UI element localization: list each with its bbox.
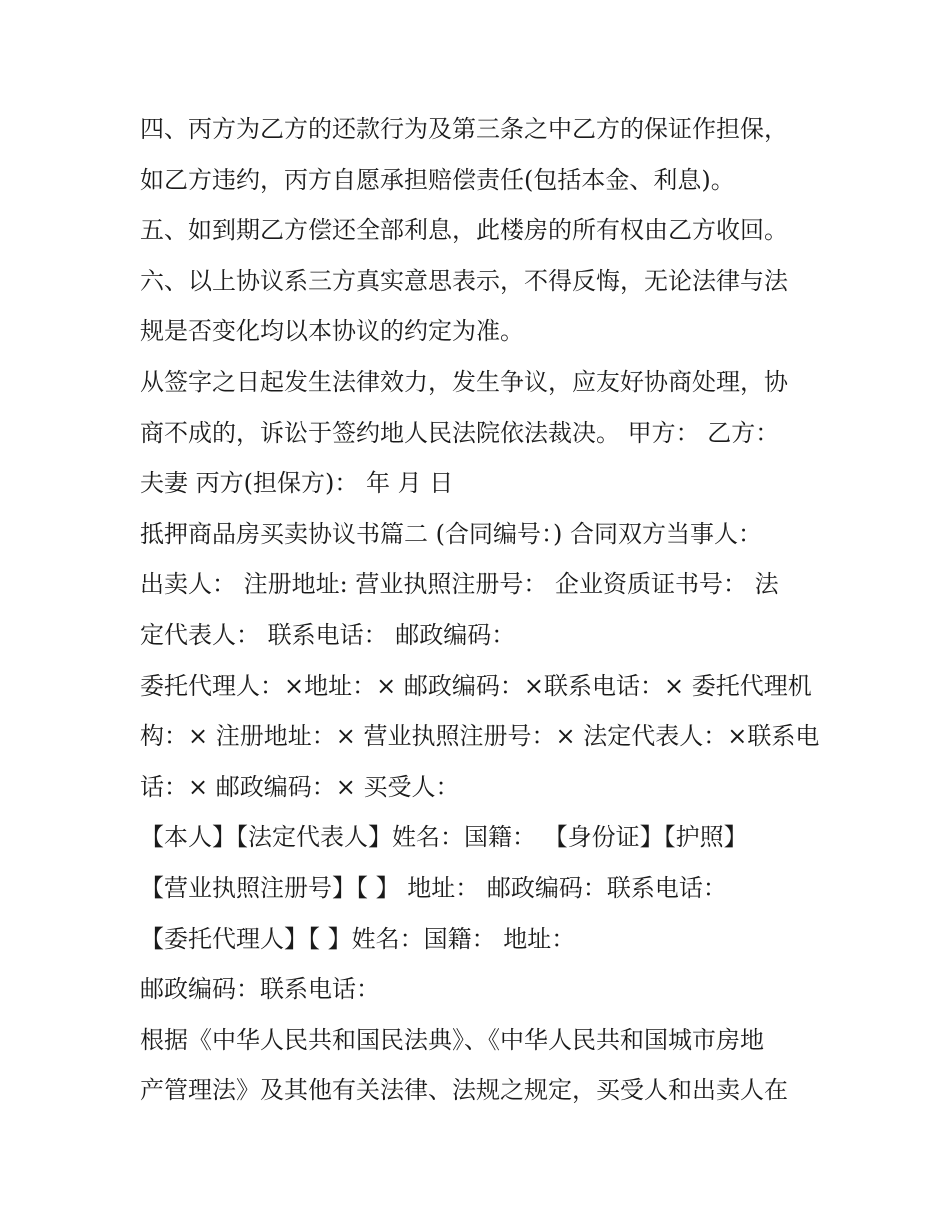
clause-five-line: 五、如到期乙方偿还全部利息，此楼房的所有权由乙方收回。 [140,216,788,245]
effective-clause-line-2: 商不成的，诉讼于签约地人民法院依法裁决。 甲方： 乙方： [140,418,780,447]
legal-basis-line-1: 根据《中华人民共和国民法典》、《中华人民共和国城市房地 [140,1025,764,1054]
effective-clause-line-1: 从签字之日起发生法律效力，发生争议，应友好协商处理，协 [140,367,788,396]
seller-info-line-1: 出卖人： 注册地址: 营业执照注册号： 企业资质证书号： 法 [140,570,779,599]
buyer-agent-line: 【委托代理人】【 】姓名：国籍： 地址： [140,924,576,953]
buyer-info-line-2: 【营业执照注册号】【 】 地址： 邮政编码：联系电话： [140,873,727,902]
seller-info-line-2: 定代表人： 联系电话： 邮政编码： [140,620,516,649]
clause-four-line-2: 如乙方违约，丙方自愿承担赔偿责任(包括本金、利息)。 [140,165,735,194]
signature-line: 夫妻 丙方(担保方)： 年 月 日 [140,469,454,498]
clause-four-line-1: 四、丙方为乙方的还款行为及第三条之中乙方的保证作担保， [140,115,788,143]
document-body [140,104,820,1116]
agent-info-line-2: 构：× 注册地址：× 营业执照注册号：× 法定代表人：×联系电 [140,722,820,751]
agent-info-line-1: 委托代理人：×地址：× 邮政编码：×联系电话：× 委托代理机 [140,671,812,700]
clause-six-line-1: 六、以上协议系三方真实意思表示，不得反悔，无论法律与法 [140,266,788,295]
clause-six-line-2: 规是否变化均以本协议的约定为准。 [140,317,524,346]
legal-basis-line-2: 产管理法》及其他有关法律、法规之规定，买受人和出卖人在 [140,1076,788,1105]
buyer-info-line-1: 【本人】【法定代表人】姓名：国籍： 【身份证】【护照】 [140,823,748,852]
section-two-heading: 抵押商品房买卖协议书篇二 (合同编号：) 合同双方当事人： [140,519,762,548]
agent-info-line-3: 话：× 邮政编码：× 买受人： [140,772,460,801]
buyer-contact-line: 邮政编码：联系电话： [140,975,380,1004]
